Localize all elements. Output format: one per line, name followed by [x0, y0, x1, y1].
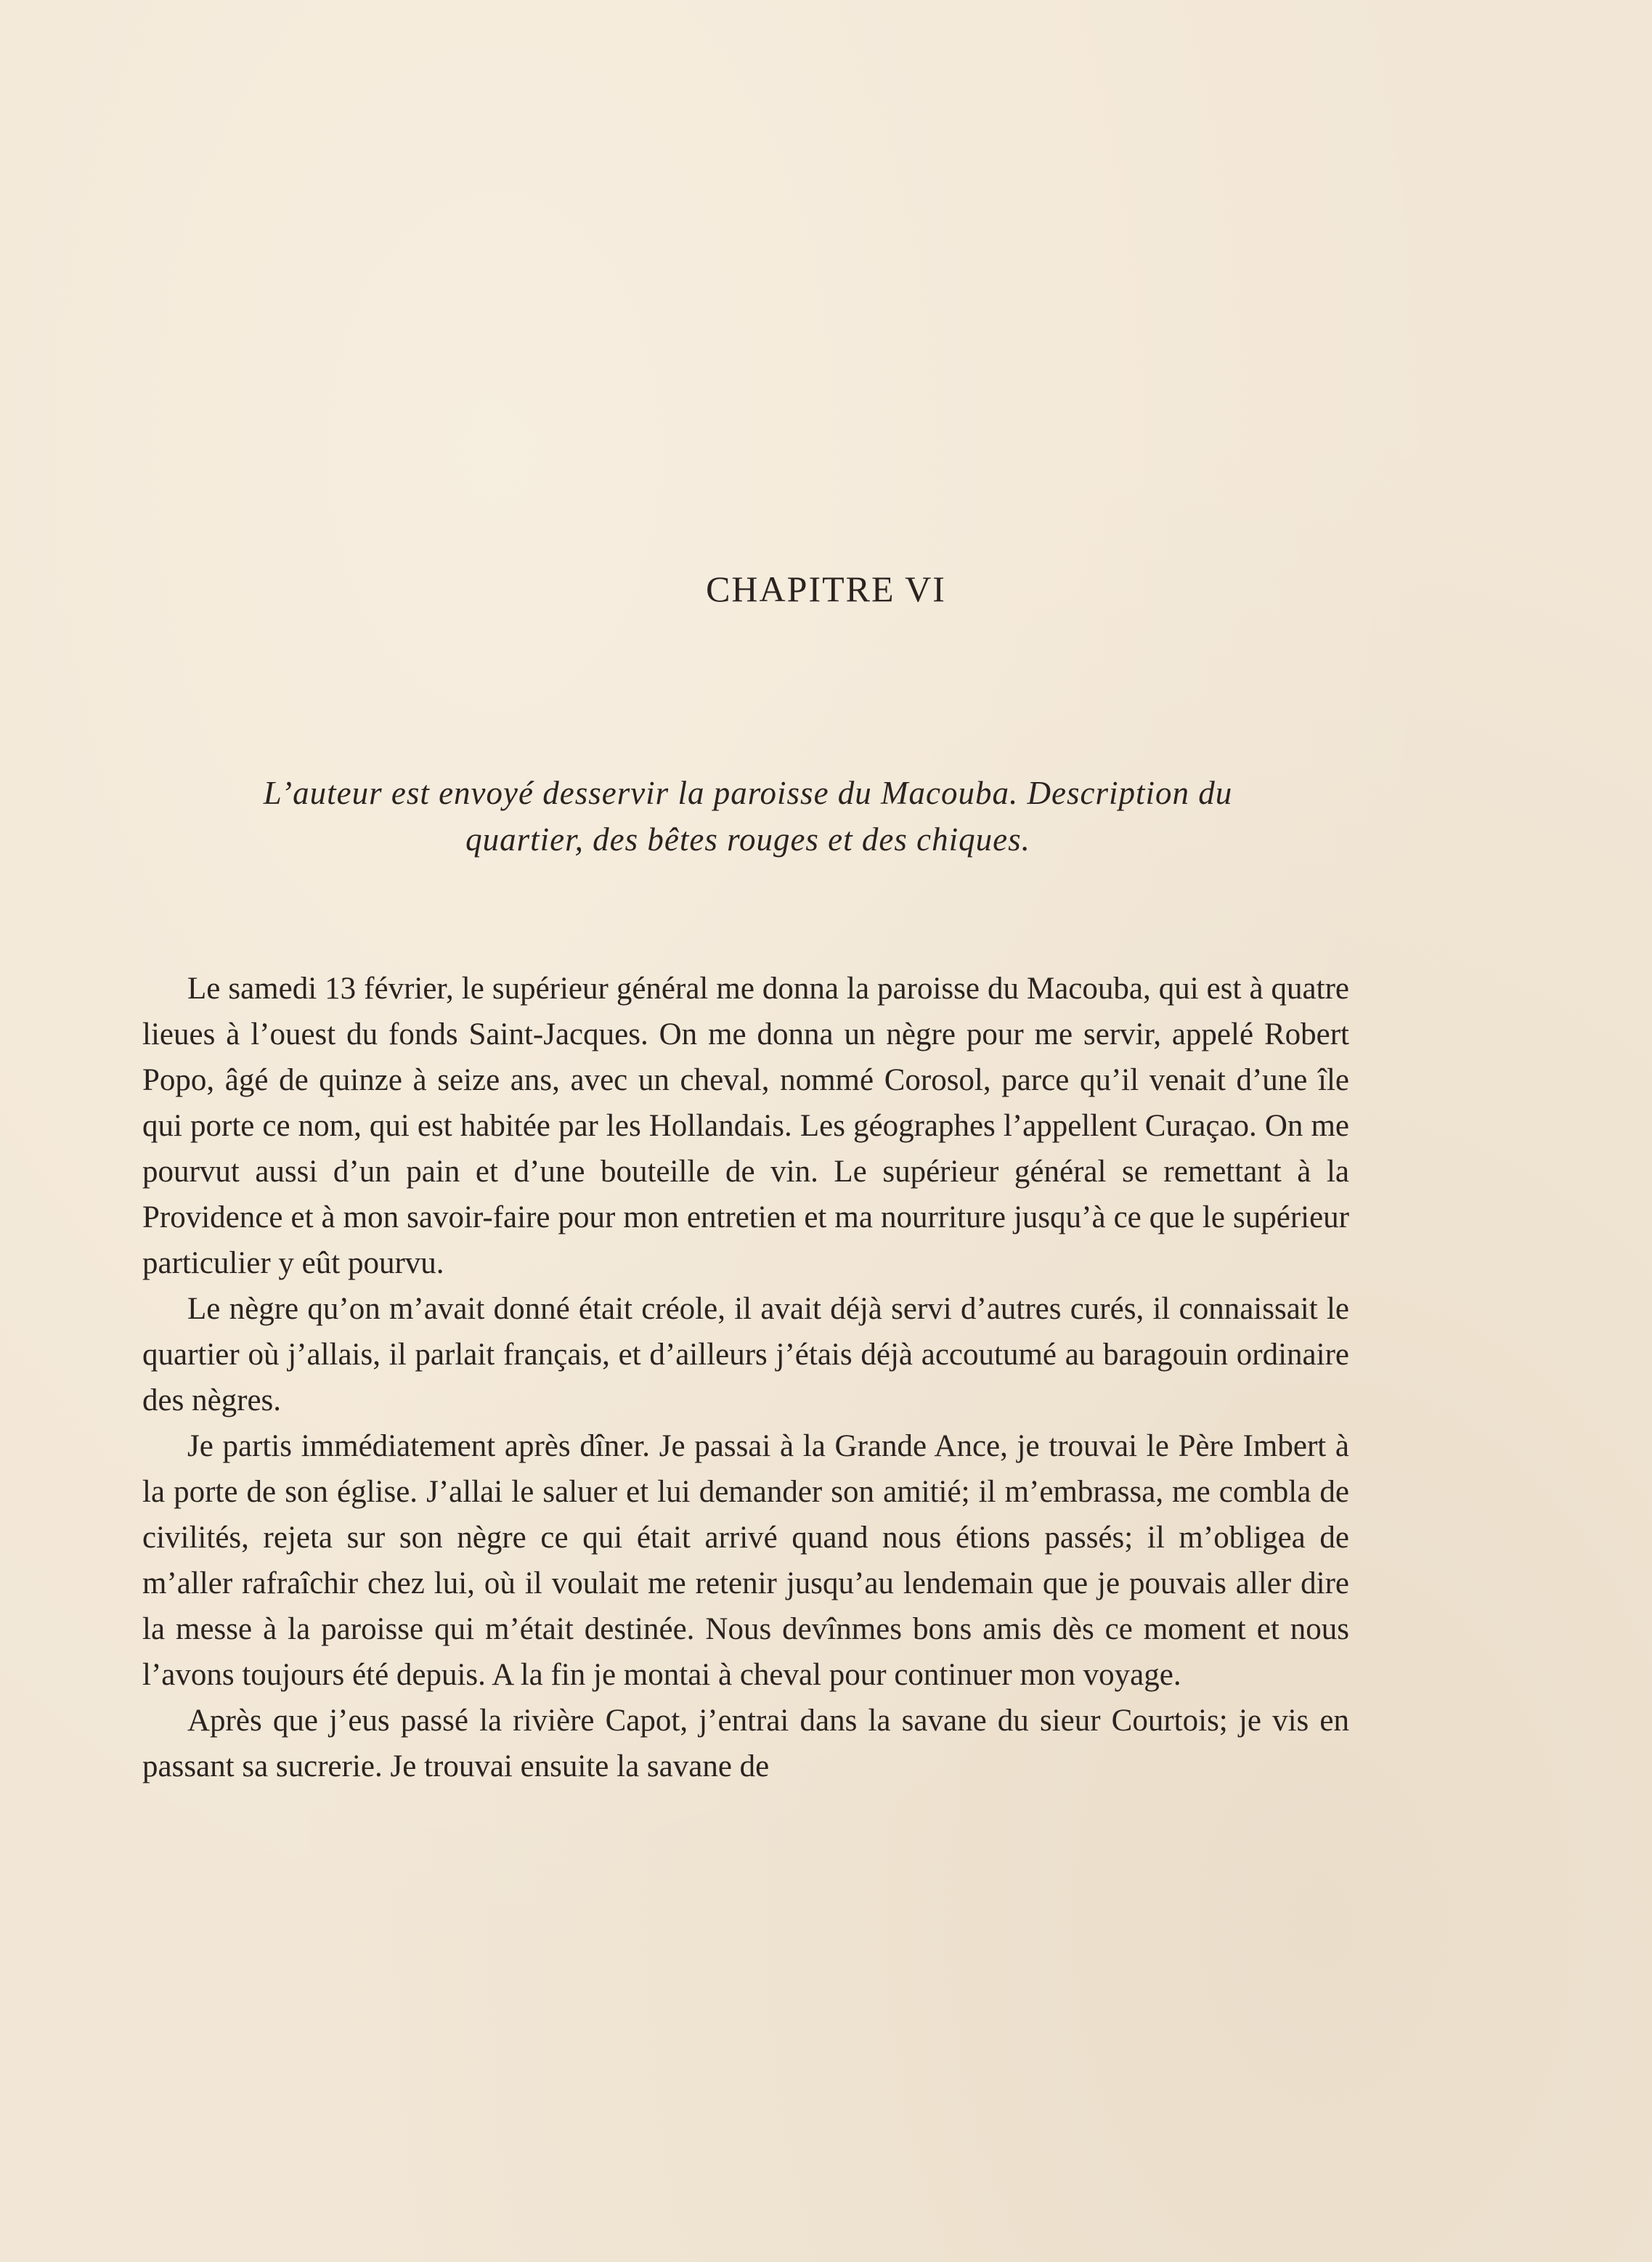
chapter-title: CHAPITRE VI [706, 569, 946, 609]
paragraph-2: Le nègre qu’on m’avait donné était créole, il avait déjà servi d’autres curés, il connaissait le quartier où j’allais, il parlait français, et d’ailleurs j’étais déjà accoutumé au baragouin ordinaire des nègres. [142, 1292, 1349, 1417]
paragraph-4: Après que j’eus passé la rivière Capot, j’entrai dans la savane du sieur Courtois; je vis en passant sa sucrerie. Je trouvai ensuite la savane de [142, 1704, 1349, 1783]
chapter-summary [182, 770, 1314, 863]
summary-line: L’auteur est envoyé desservir la paroisse du Macouba. Description du [263, 775, 1233, 811]
body-text [142, 966, 1349, 1789]
paragraph-3: Je partis immédiatement après dîner. Je passai à la Grande Ance, je trouvai le Père Imbert à la porte de son église. J’allai le saluer et lui demander son amitié; il m’embrassa, me combla de civilités, rejeta sur son nègre ce qui était arrivé quand nous étions passés; il m’obligea de m’aller rafraîchir chez lui, où il voulait me retenir jusqu’au lendemain que je pouvais aller dire la messe à la paroisse qui m’était destinée. Nous devînmes bons amis dès ce moment et nous l’avons toujours été depuis. A la fin je montai à cheval pour continuer mon voyage. [142, 1429, 1349, 1692]
paragraph-1: Le samedi 13 février, le supérieur général me donna la paroisse du Macouba, qui est à quatre lieues à l’ouest du fonds Saint-Jacques. On me donna un nègre pour me servir, appelé Robert Popo, âgé de quinze à seize ans, avec un cheval, nommé Corosol, parce qu’il venait d’une île qui porte ce nom, qui est habitée par les Hollandais. Les géographes l’appellent Curaçao. On me pourvut aussi d’un pain et d’une bouteille de vin. Le supérieur général se remettant à la Providence et à mon savoir-faire pour mon entretien et ma nourriture jusqu’à ce que le supérieur particulier y eût pourvu. [142, 972, 1349, 1280]
summary-line: quartier, des bêtes rouges et des chiques. [465, 821, 1030, 858]
